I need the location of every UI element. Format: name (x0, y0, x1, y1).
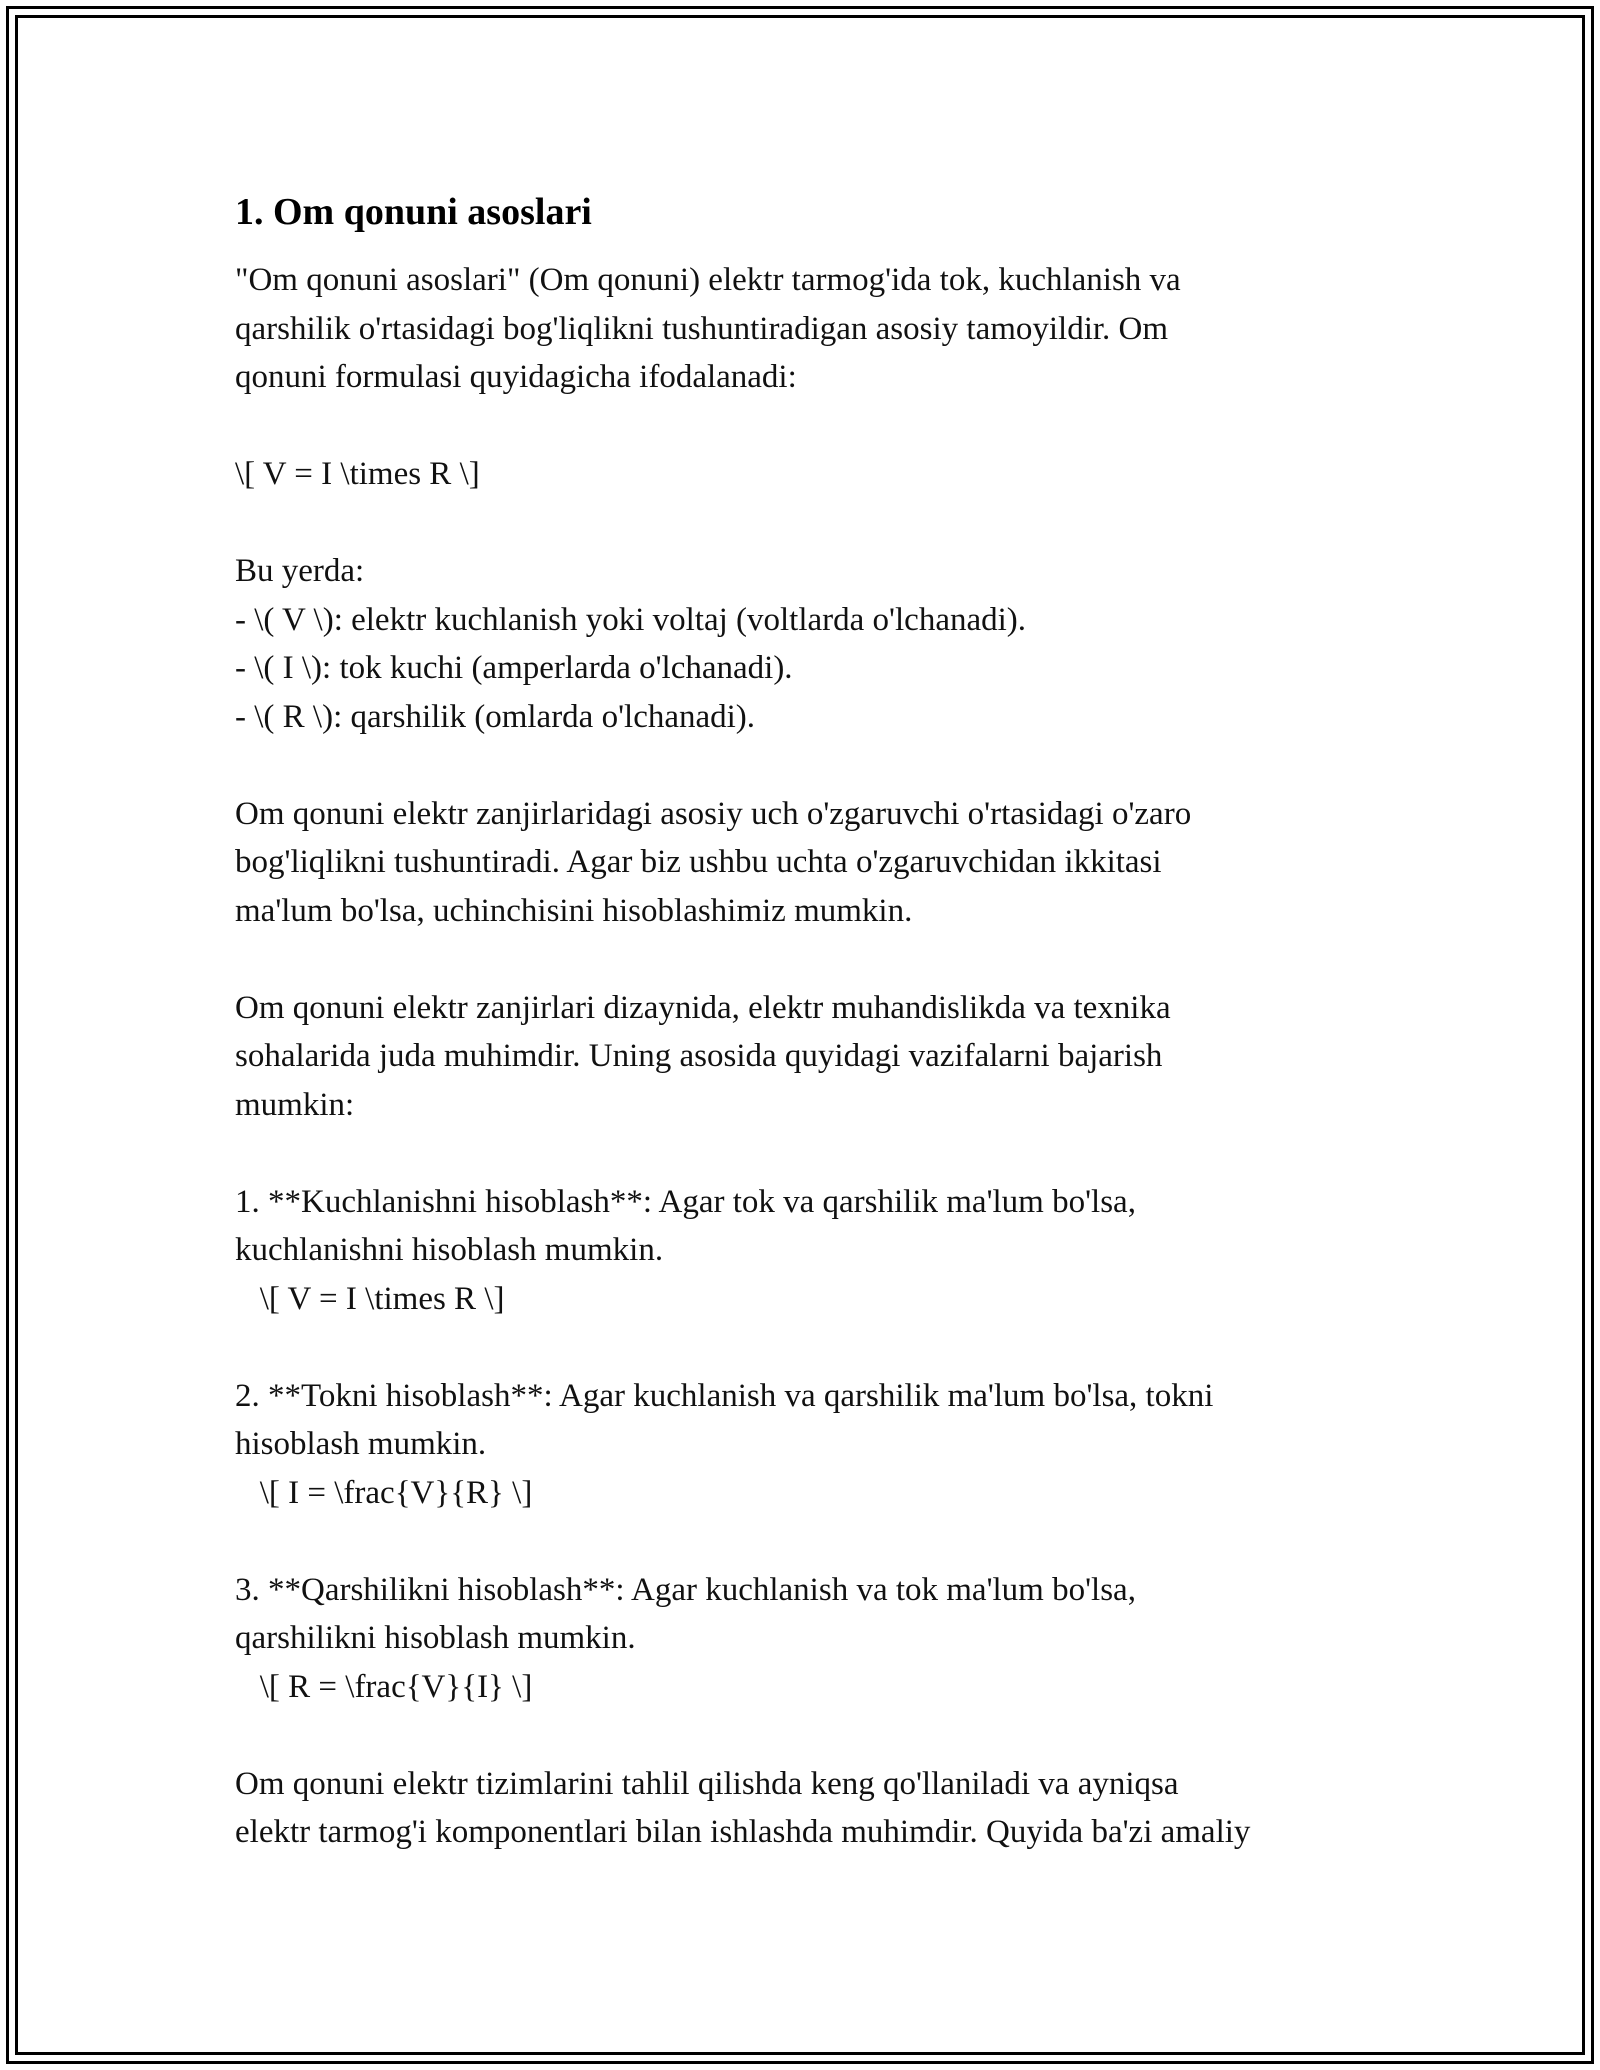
blank-line (235, 402, 1395, 451)
list-item-resistance: 3. **Qarshilikni hisoblash**: Agar kuchlanish va tok ma'lum bo'lsa, qarshilikni hisoblash mumkin. \[ R = \frac{V}{I} \] (235, 1571, 1136, 1705)
variable-definitions: Bu yerda: - \( V \): elektr kuchlanish yoki voltaj (voltlarda o'lchanadi). - \( I \): tok kuchi (amperlarda o'lchanadi). - \( R \): qarshilik (omlarda o'lchanadi). (235, 553, 1027, 735)
closing-paragraph: Om qonuni elektr tizimlarini tahlil qilishda keng qo'llaniladi va ayniqsa elektr tarmog'i komponentlari bilan ishlashda muhimdir. Quyida ba'zi amaliy (235, 1765, 1251, 1850)
applications-paragraph: Om qonuni elektr zanjirlari dizaynida, elektr muhandislikda va texnika sohalarida juda muhimdir. Uning asosida quyidagi vazifalarni bajarish mumkin: (235, 989, 1171, 1123)
blank-line (235, 1129, 1395, 1178)
blank-line (235, 935, 1395, 984)
blank-line (235, 499, 1395, 548)
list-item-current: 2. **Tokni hisoblash**: Agar kuchlanish va qarshilik ma'lum bo'lsa, tokni hisoblash mumkin. \[ I = \frac{V}{R} \] (235, 1377, 1214, 1511)
list-item-voltage: 1. **Kuchlanishni hisoblash**: Agar tok va qarshilik ma'lum bo'lsa, kuchlanishni hisoblash mumkin. \[ V = I \times R \] (235, 1183, 1136, 1317)
intro-paragraph: "Om qonuni asoslari" (Om qonuni) elektr tarmog'ida tok, kuchlanish va qarshilik o'rtasidagi bog'liqlikni tushuntiradigan asosiy tamoyildir. Om qonuni formulasi quyidagicha ifodalanadi: (235, 262, 1181, 395)
blank-line (235, 1711, 1395, 1760)
document-body (235, 186, 1395, 1857)
relationship-paragraph: Om qonuni elektr zanjirlaridagi asosiy uch o'zgaruvchi o'rtasidagi o'zaro bog'liqlikni tushuntiradi. Agar biz ushbu uchta o'zgaruvchidan ikkitasi ma'lum bo'lsa, uchinchisini hisoblashimiz mumkin. (235, 795, 1192, 929)
ohm-formula: \[ V = I \times R \] (235, 456, 480, 492)
blank-line (235, 1517, 1395, 1566)
blank-line (235, 741, 1395, 790)
blank-line (235, 1323, 1395, 1372)
section-heading: 1. Om qonuni asoslari (235, 191, 592, 233)
